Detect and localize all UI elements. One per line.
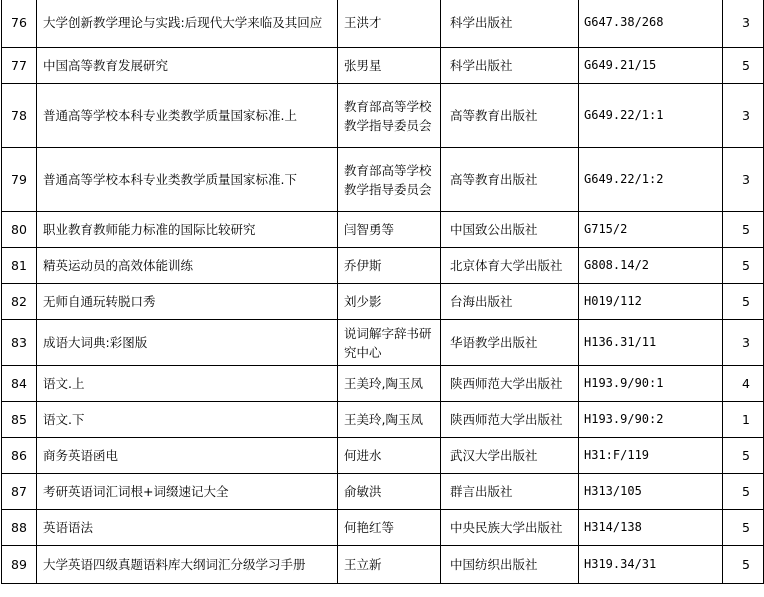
row-number-cell: 77	[2, 48, 37, 84]
table-body	[2, 0, 764, 584]
call-number-cell: G647.38/268	[579, 0, 723, 48]
copies-cell: 3	[723, 320, 764, 366]
publisher-cell: 中央民族大学出版社	[441, 510, 579, 546]
table-row	[2, 212, 764, 248]
title-cell: 成语大词典:彩图版	[37, 320, 338, 366]
row-number-cell: 80	[2, 212, 37, 248]
publisher-cell: 高等教育出版社	[441, 84, 579, 148]
title-cell: 语文.下	[37, 402, 338, 438]
table-row	[2, 402, 764, 438]
copies-cell: 5	[723, 438, 764, 474]
row-number-cell: 86	[2, 438, 37, 474]
table-row	[2, 48, 764, 84]
author-cell: 王美玲,陶玉凤	[338, 402, 441, 438]
publisher-cell: 台海出版社	[441, 284, 579, 320]
copies-cell: 5	[723, 248, 764, 284]
publisher-cell: 中国致公出版社	[441, 212, 579, 248]
title-cell: 语文.上	[37, 366, 338, 402]
call-number-cell: H019/112	[579, 284, 723, 320]
copies-cell: 1	[723, 402, 764, 438]
publisher-cell: 中国纺织出版社	[441, 546, 579, 584]
publisher-cell: 华语教学出版社	[441, 320, 579, 366]
author-cell: 王洪才	[338, 0, 441, 48]
author-cell: 何艳红等	[338, 510, 441, 546]
call-number-cell: G649.22/1:2	[579, 148, 723, 212]
call-number-cell: H314/138	[579, 510, 723, 546]
publisher-cell: 陕西师范大学出版社	[441, 366, 579, 402]
publisher-cell: 群言出版社	[441, 474, 579, 510]
copies-cell: 5	[723, 212, 764, 248]
title-cell: 精英运动员的高效体能训练	[37, 248, 338, 284]
copies-cell: 5	[723, 510, 764, 546]
author-cell: 王立新	[338, 546, 441, 584]
title-cell: 大学英语四级真题语料库大纲词汇分级学习手册	[37, 546, 338, 584]
call-number-cell: G808.14/2	[579, 248, 723, 284]
copies-cell: 3	[723, 148, 764, 212]
call-number-cell: H313/105	[579, 474, 723, 510]
publisher-cell: 武汉大学出版社	[441, 438, 579, 474]
publisher-cell: 科学出版社	[441, 48, 579, 84]
title-cell: 普通高等学校本科专业类教学质量国家标准.下	[37, 148, 338, 212]
call-number-cell: H31:F/119	[579, 438, 723, 474]
author-cell: 刘少影	[338, 284, 441, 320]
author-cell: 教育部高等学校教学指导委员会	[338, 84, 441, 148]
author-cell: 闫智勇等	[338, 212, 441, 248]
copies-cell: 5	[723, 48, 764, 84]
row-number-cell: 78	[2, 84, 37, 148]
title-cell: 无师自通玩转脱口秀	[37, 284, 338, 320]
table-row	[2, 284, 764, 320]
title-cell: 商务英语函电	[37, 438, 338, 474]
author-cell: 乔伊斯	[338, 248, 441, 284]
call-number-cell: H136.31/11	[579, 320, 723, 366]
title-cell: 考研英语词汇词根+词缀速记大全	[37, 474, 338, 510]
author-cell: 张男星	[338, 48, 441, 84]
row-number-cell: 83	[2, 320, 37, 366]
author-cell: 王美玲,陶玉凤	[338, 366, 441, 402]
row-number-cell: 89	[2, 546, 37, 584]
copies-cell: 4	[723, 366, 764, 402]
row-number-cell: 82	[2, 284, 37, 320]
title-cell: 普通高等学校本科专业类教学质量国家标准.上	[37, 84, 338, 148]
publisher-cell: 高等教育出版社	[441, 148, 579, 212]
copies-cell: 5	[723, 474, 764, 510]
author-cell: 教育部高等学校教学指导委员会	[338, 148, 441, 212]
row-number-cell: 87	[2, 474, 37, 510]
copies-cell: 3	[723, 84, 764, 148]
copies-cell: 3	[723, 0, 764, 48]
title-cell: 中国高等教育发展研究	[37, 48, 338, 84]
row-number-cell: 84	[2, 366, 37, 402]
table-row	[2, 438, 764, 474]
call-number-cell: G715/2	[579, 212, 723, 248]
call-number-cell: H193.9/90:1	[579, 366, 723, 402]
table-row	[2, 248, 764, 284]
call-number-cell: H193.9/90:2	[579, 402, 723, 438]
table-row	[2, 320, 764, 366]
copies-cell: 5	[723, 546, 764, 584]
title-cell: 英语语法	[37, 510, 338, 546]
call-number-cell: G649.22/1:1	[579, 84, 723, 148]
author-cell: 说词解字辞书研究中心	[338, 320, 441, 366]
table-row	[2, 84, 764, 148]
call-number-cell: G649.21/15	[579, 48, 723, 84]
table-row	[2, 474, 764, 510]
row-number-cell: 81	[2, 248, 37, 284]
table-row	[2, 366, 764, 402]
publisher-cell: 北京体育大学出版社	[441, 248, 579, 284]
title-cell: 职业教育教师能力标准的国际比较研究	[37, 212, 338, 248]
table-row	[2, 510, 764, 546]
title-cell: 大学创新教学理论与实践:后现代大学来临及其回应	[37, 0, 338, 48]
publisher-cell: 科学出版社	[441, 0, 579, 48]
table-row	[2, 0, 764, 48]
copies-cell: 5	[723, 284, 764, 320]
publisher-cell: 陕西师范大学出版社	[441, 402, 579, 438]
author-cell: 何进水	[338, 438, 441, 474]
table-row	[2, 546, 764, 584]
row-number-cell: 76	[2, 0, 37, 48]
author-cell: 俞敏洪	[338, 474, 441, 510]
row-number-cell: 88	[2, 510, 37, 546]
row-number-cell: 85	[2, 402, 37, 438]
row-number-cell: 79	[2, 148, 37, 212]
call-number-cell: H319.34/31	[579, 546, 723, 584]
table-row	[2, 148, 764, 212]
book-list-table	[1, 0, 764, 584]
